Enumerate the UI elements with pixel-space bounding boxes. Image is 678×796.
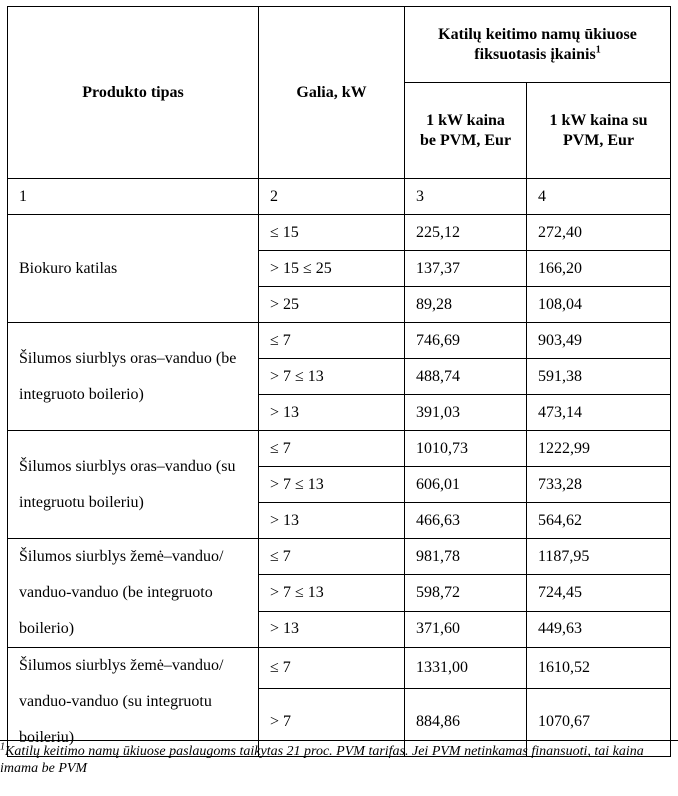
price-no-vat-cell: 1010,73 — [405, 431, 527, 467]
price-no-vat-cell: 1331,00 — [405, 648, 527, 689]
price-vat-cell: 108,04 — [527, 287, 671, 323]
table-row — [8, 431, 671, 467]
price-no-vat-cell: 371,60 — [405, 611, 527, 647]
product-type-cell: Šilumos siurblys žemė–vanduo/ vanduo-vanduo (be integruoto boilerio) — [8, 539, 259, 648]
power-cell: > 7 ≤ 13 — [259, 575, 405, 611]
price-vat-cell: 591,38 — [527, 359, 671, 395]
price-vat-cell: 1222,99 — [527, 431, 671, 467]
price-vat-cell: 449,63 — [527, 611, 671, 647]
power-cell: > 7 ≤ 13 — [259, 467, 405, 503]
header-power: Galia, kW — [259, 7, 405, 179]
price-table-container — [7, 6, 671, 757]
column-number: 3 — [405, 179, 527, 215]
table-row — [8, 539, 671, 575]
power-cell: ≤ 15 — [259, 215, 405, 251]
price-vat-cell: 272,40 — [527, 215, 671, 251]
price-vat-cell: 1070,67 — [527, 688, 671, 756]
price-vat-cell: 733,28 — [527, 467, 671, 503]
price-no-vat-cell: 225,12 — [405, 215, 527, 251]
table-row — [8, 323, 671, 359]
header-group-title — [405, 7, 671, 83]
price-vat-cell: 473,14 — [527, 395, 671, 431]
power-cell: ≤ 7 — [259, 539, 405, 575]
footnote-marker: 1 — [0, 741, 5, 753]
price-table — [7, 6, 671, 757]
price-no-vat-cell: 606,01 — [405, 467, 527, 503]
footnote-text: Katilų keitimo namų ūkiuose paslaugoms taikytas 21 proc. PVM tarifas. Jei PVM netinkamas finansuoti, tai kaina imama be PVM — [0, 744, 644, 776]
table-body — [8, 179, 671, 757]
header-group-title-text: Katilų keitimo namų ūkiuose fiksuotasis įkainis — [438, 25, 637, 63]
table-row — [8, 648, 671, 689]
price-vat-cell: 166,20 — [527, 251, 671, 287]
product-type-cell: Šilumos siurblys oras–vanduo (su integruotu boileriu) — [8, 431, 259, 539]
price-vat-cell: 1187,95 — [527, 539, 671, 575]
power-cell: > 13 — [259, 503, 405, 539]
price-no-vat-cell: 884,86 — [405, 688, 527, 756]
column-number-row — [8, 179, 671, 215]
power-cell: > 13 — [259, 395, 405, 431]
price-no-vat-cell: 466,63 — [405, 503, 527, 539]
price-no-vat-cell: 598,72 — [405, 575, 527, 611]
price-vat-cell: 903,49 — [527, 323, 671, 359]
header-group-footnote-marker: 1 — [595, 44, 601, 56]
price-no-vat-cell: 137,37 — [405, 251, 527, 287]
footnote — [0, 740, 678, 777]
price-no-vat-cell: 488,74 — [405, 359, 527, 395]
table-row — [8, 215, 671, 251]
power-cell: > 7 — [259, 688, 405, 756]
column-number: 2 — [259, 179, 405, 215]
product-type-cell: Šilumos siurblys žemė–vanduo/ vanduo-vanduo (su integruotu boileriu) — [8, 648, 259, 757]
price-vat-cell: 564,62 — [527, 503, 671, 539]
column-number: 1 — [8, 179, 259, 215]
power-cell: ≤ 7 — [259, 648, 405, 689]
power-cell: > 7 ≤ 13 — [259, 359, 405, 395]
product-type-cell: Šilumos siurblys oras–vanduo (be integruoto boilerio) — [8, 323, 259, 431]
header-price-vat: 1 kW kaina su PVM, Eur — [527, 83, 671, 179]
header-product-type: Produkto tipas — [8, 7, 259, 179]
price-vat-cell: 1610,52 — [527, 648, 671, 689]
price-no-vat-cell: 746,69 — [405, 323, 527, 359]
product-type-cell: Biokuro katilas — [8, 215, 259, 323]
price-no-vat-cell: 981,78 — [405, 539, 527, 575]
power-cell: > 13 — [259, 611, 405, 647]
power-cell: ≤ 7 — [259, 323, 405, 359]
price-vat-cell: 724,45 — [527, 575, 671, 611]
price-no-vat-cell: 89,28 — [405, 287, 527, 323]
power-cell: > 25 — [259, 287, 405, 323]
power-cell: > 15 ≤ 25 — [259, 251, 405, 287]
column-number: 4 — [527, 179, 671, 215]
header-price-no-vat: 1 kW kaina be PVM, Eur — [405, 83, 527, 179]
power-cell: ≤ 7 — [259, 431, 405, 467]
price-no-vat-cell: 391,03 — [405, 395, 527, 431]
